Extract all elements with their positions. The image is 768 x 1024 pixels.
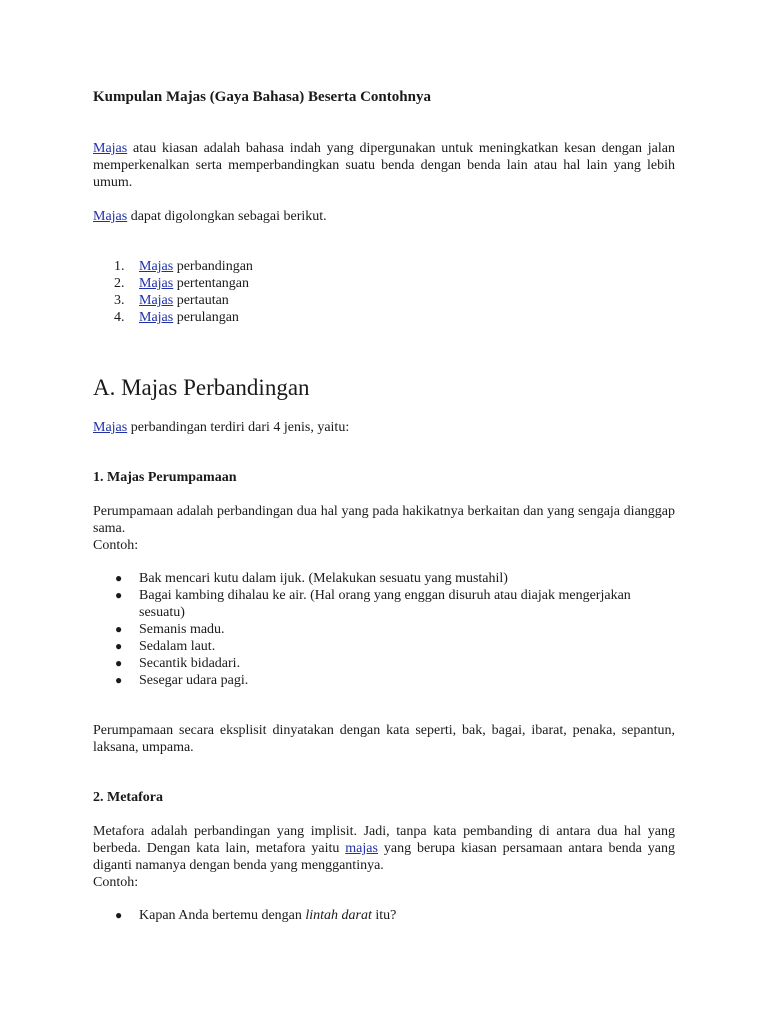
list-item: ● Bak mencari kutu dalam ijuk. (Melakukan sesuatu yang mustahil) <box>115 571 508 586</box>
list-item: ● Sedalam laut. <box>115 639 216 654</box>
list-item: ● Sesegar udara pagi. <box>115 673 249 688</box>
list-item: 2. Majas pertentangan <box>114 276 250 291</box>
bullet-icon: ● <box>115 588 123 602</box>
list-item: ● Kapan Anda bertemu dengan lintah darat itu? <box>115 908 397 923</box>
classify-paragraph: Majas dapat digolongkan sebagai berikut. <box>93 209 327 224</box>
majas-link[interactable]: Majas <box>93 209 128 224</box>
contoh-label: Contoh: <box>93 875 139 890</box>
majas-link[interactable]: Majas <box>93 420 128 435</box>
majas-link[interactable]: Majas <box>139 310 174 325</box>
contoh-label: Contoh: <box>93 538 139 553</box>
metafora-definition: Metafora adalah perbandingan yang implisit. Jadi, tanpa kata pembanding di antara dua hal yang berbeda. Dengan kata lain, metafora yaitu majas yang berupa kiasan persamaan antara benda yang diganti namanya dengan benda yang menggantinya. <box>93 824 676 873</box>
bullet-icon: ● <box>115 571 123 585</box>
bullet-icon: ● <box>115 656 123 670</box>
perumpamaan-examples <box>93 570 675 689</box>
list-item: 1. Majas perbandingan <box>114 259 253 274</box>
perumpamaan-definition: Perumpamaan adalah perbandingan dua hal yang pada hakikatnya berkaitan dan yang sengaja dianggap sama. <box>93 504 675 536</box>
list-item: 3. Majas pertautan <box>114 293 229 308</box>
list-item: ● Secantik bidadari. <box>115 656 241 671</box>
bullet-icon: ● <box>115 639 123 653</box>
majas-categories-list <box>93 258 675 326</box>
document-title: Kumpulan Majas (Gaya Bahasa) Beserta Contohnya <box>93 89 431 105</box>
list-item: 4. Majas perulangan <box>114 310 239 325</box>
majas-link[interactable]: Majas <box>93 141 128 156</box>
majas-link[interactable]: Majas <box>139 259 174 274</box>
perumpamaan-heading: 1. Majas Perumpamaan <box>93 470 237 485</box>
list-item: ● Bagai kambing dihalau ke air. (Hal orang yang enggan disuruh atau diajak mengerjakan sesuatu) <box>115 588 631 620</box>
majas-link[interactable]: Majas <box>139 293 174 308</box>
bullet-icon: ● <box>115 673 123 687</box>
bullet-icon: ● <box>115 622 123 636</box>
majas-link[interactable]: majas <box>345 841 378 856</box>
section-a-intro: Majas perbandingan terdiri dari 4 jenis, yaitu: <box>93 420 350 435</box>
list-item: ● Semanis madu. <box>115 622 225 637</box>
majas-link[interactable]: Majas <box>139 276 174 291</box>
bullet-icon: ● <box>115 908 123 922</box>
perumpamaan-note: Perumpamaan secara eksplisit dinyatakan dengan kata seperti, bak, bagai, ibarat, penaka, sepantun, laksana, umpama. <box>93 723 675 755</box>
metafora-examples <box>93 907 675 924</box>
metafora-heading: 2. Metafora <box>93 790 163 805</box>
section-a-heading: A. Majas Perbandingan <box>93 375 310 400</box>
intro-paragraph: Majas atau kiasan adalah bahasa indah yang dipergunakan untuk meningkatkan kesan dengan jalan memperkenalkan serta memperbandingkan suatu benda dengan benda lain atau hal lain yang lebih umum. <box>93 141 675 190</box>
